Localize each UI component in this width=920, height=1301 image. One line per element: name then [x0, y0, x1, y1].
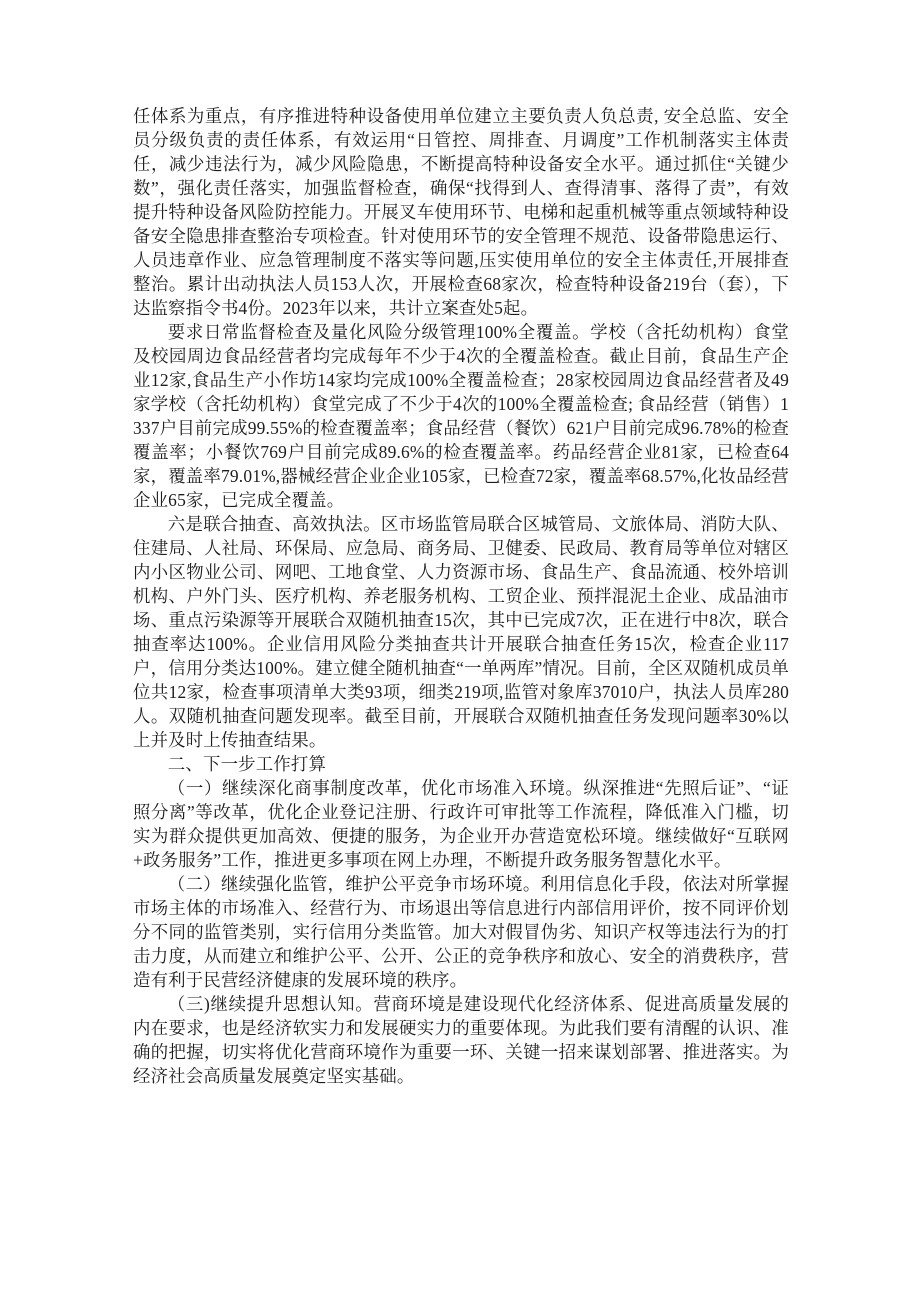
document-text-block: [133, 104, 789, 1088]
paragraph-plan-item-2: （二）继续强化监管，维护公平竞争市场环境。利用信息化手段，依法对所掌握市场主体的市场准入、经营行为、市场退出等信息进行内部信用评价，按不同评价划分不同的监管类别，实行信用分类监管。加大对假冒伪劣、知识产权等违法行为的打击力度，从而建立和维护公平、公开、公正的竞争秩序和放心、安全的消费秩序，营造有利于民营经济健康的发展环境的秩序。: [133, 874, 789, 990]
section-heading-next-steps: 二、下一步工作打算: [167, 754, 327, 774]
paragraph-joint-inspection: 六是联合抽查、高效执法。区市场监管局联合区城管局、文旅体局、消防大队、住建局、人社局、环保局、应急局、商务局、卫健委、民政局、教育局等单位对辖区内小区物业公司、网吧、工地食堂、人力资源市场、食品生产、食品流通、校外培训机构、户外门头、医疗机构、养老服务机构、工贸企业、预拌混泥土企业、成品油市场、重点污染源等开展联合双随机抽查15次，其中已完成7次，正在进行中8次，联合抽查率达100%。企业信用风险分类抽查共计开展联合抽查任务15次，检查企业117户，信用分类达100%。建立健全随机抽查“一单两库”情况。目前，全区双随机成员单位共12家，检查事项清单大类93项，细类219项,监管对象库37010户，执法人员库280人。双随机抽查问题发现率。截至目前，开展联合双随机抽查任务发现问题率30%以上并及时上传抽查结果。: [133, 514, 789, 750]
paragraph-special-equipment-safety: 任体系为重点，有序推进特种设备使用单位建立主要负责人负总责, 安全总监、安全员分级负责的责任体系，有效运用“日管控、周排查、月调度”工作机制落实主体责任，减少违法行为，减少风险隐患，不断提高特种设备安全水平。通过抓住“关键少数”，强化责任落实，加强监督检查，确保“找得到人、查得清事、落得了责”，有效提升特种设备风险防控能力。开展叉车使用环节、电梯和起重机械等重点领域特种设备安全隐患排查整治专项检查。针对使用环节的安全管理不规范、设备带隐患运行、人员违章作业、应急管理制度不落实等问题,压实使用单位的安全主体责任,开展排查整治。累计出动执法人员153人次，开展检查68家次，检查特种设备219台（套），下达监察指令书4份。2023年以来，共计立案查处5起。: [133, 106, 789, 318]
paragraph-plan-item-3: （三)继续提升思想认知。营商环境是建设现代化经济体系、促进高质量发展的内在要求，也是经济软实力和发展硬实力的重要体现。为此我们要有清醒的认识、准确的把握，切实将优化营商环境作为重要一环、关键一招来谋划部署、推进落实。为经济社会高质量发展奠定坚实基础。: [133, 994, 789, 1086]
paragraph-plan-item-1: （一）继续深化商事制度改革，优化市场准入环境。纵深推进“先照后证”、“证照分离”等改革，优化企业登记注册、行政许可审批等工作流程，降低准入门槛，切实为群众提供更加高效、便捷的服务，为企业开办营造宽松环境。继续做好“互联网+政务服务”工作，推进更多事项在网上办理，不断提升政务服务智慧化水平。: [133, 778, 789, 870]
paragraph-food-drug-inspection-coverage: 要求日常监督检查及量化风险分级管理100%全覆盖。学校（含托幼机构）食堂及校园周边食品经营者均完成每年不少于4次的全覆盖检查。截止目前，食品生产企业12家,食品生产小作坊14家均完成100%全覆盖检查；28家校园周边食品经营者及49家学校（含托幼机构）食堂完成了不少于4次的100%全覆盖检查; 食品经营（销售）1337户目前完成99.55%的检查覆盖率；食品经营（餐饮）621户目前完成96.78%的检查覆盖率；小餐饮769户目前完成89.6%的检查覆盖率。药品经营企业81家，已检查64家，覆盖率79.01%,器械经营企业企业105家，已检查72家，覆盖率68.57%,化妆品经营企业65家，已完成全覆盖。: [133, 322, 789, 510]
